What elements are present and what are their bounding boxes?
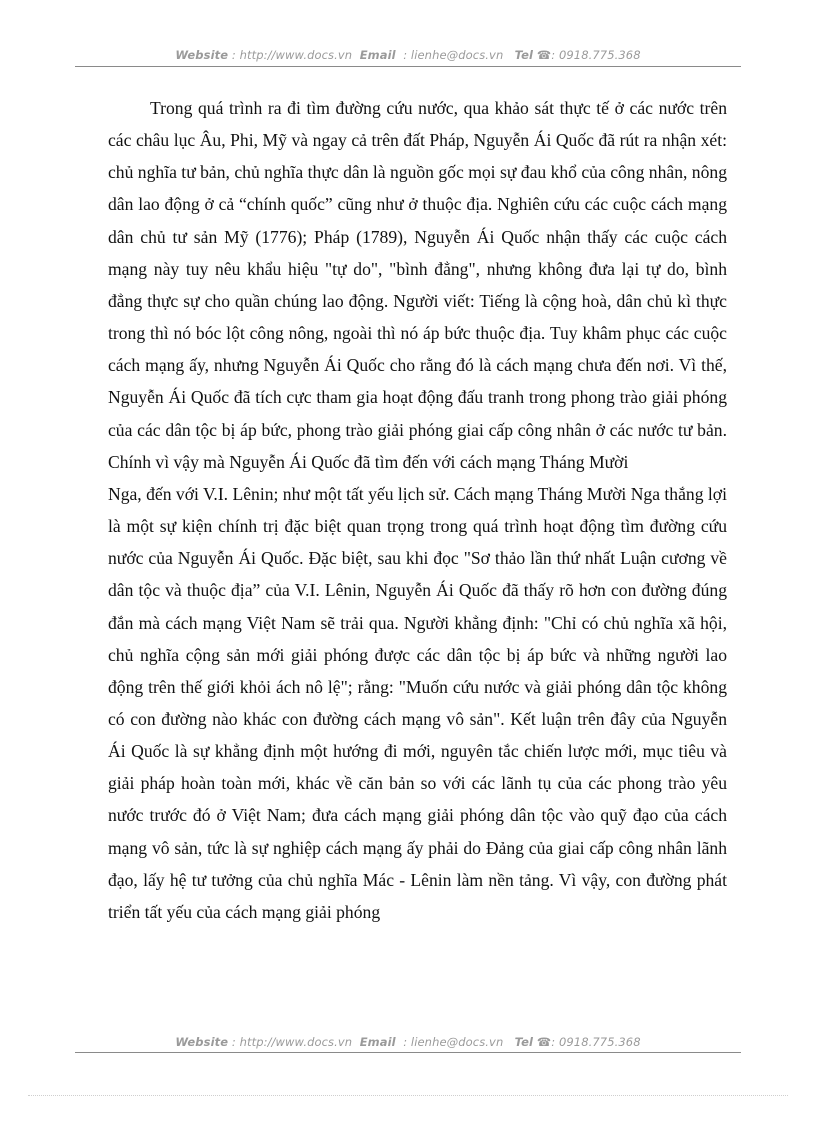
header-tel-value: : 0918.775.368 xyxy=(551,48,641,62)
page-header xyxy=(75,48,741,62)
footer-email-label: Email xyxy=(359,1035,396,1049)
header-email-label: Email xyxy=(359,48,396,62)
paragraph-1: Trong quá trình ra đi tìm đường cứu nước, qua khảo sát thực tế ở các nước trên các châu lục Âu, Phi, Mỹ và ngay cả trên đất Pháp, Nguyễn Ái Quốc đã rút ra nhận xét: chủ nghĩa tư bản, chủ nghĩa thực dân là nguồn gốc mọi sự đau khổ của công nhân, nông dân lao động ở cả “chính quốc” cũng như ở thuộc địa. Nghiên cứu các cuộc cách mạng dân chủ tư sản Mỹ (1776); Pháp (1789), Nguyễn Ái Quốc nhận thấy các cuộc cách mạng này tuy nêu khẩu hiệu "tự do", "bình đẳng", nhưng không đưa lại tự do, bình đẳng thực sự cho quần chúng lao động. Người viết: Tiếng là cộng hoà, dân chủ kì thực trong thì nó bóc lột công nông, ngoài thì nó áp bức thuộc địa. Tuy khâm phục các cuộc cách mạng ấy, nhưng Nguyễn Ái Quốc cho rằng đó là cách mạng chưa đến nơi. Vì thế, Nguyễn Ái Quốc đã tích cực tham gia hoạt động đấu tranh trong phong trào giải phóng của các dân tộc bị áp bức, phong trào giải phóng giai cấp công nhân ở các nước tư bản. Chính vì vậy mà Nguyễn Ái Quốc đã tìm đến với cách mạng Tháng Mười xyxy=(108,98,727,472)
phone-icon: ☎ xyxy=(536,1035,552,1049)
header-website-label: Website xyxy=(175,48,229,62)
header-email-value[interactable]: : lienhe@docs.vn xyxy=(403,48,504,62)
header-rule xyxy=(75,66,741,67)
footer-website-value[interactable]: : http://www.docs.vn xyxy=(231,1035,353,1049)
page-boundary xyxy=(28,1095,788,1096)
footer-tel-label: Tel xyxy=(514,1035,534,1049)
footer-tel-value: : 0918.775.368 xyxy=(551,1035,641,1049)
page-footer xyxy=(75,1035,741,1049)
header-website-value[interactable]: : http://www.docs.vn xyxy=(231,48,353,62)
document-body xyxy=(108,92,727,928)
paragraph-2: Nga, đến với V.I. Lênin; như một tất yếu lịch sử. Cách mạng Tháng Mười Nga thắng lợi là một sự kiện chính trị đặc biệt quan trọng trong quá trình hoạt động tìm đường cứu nước của Nguyễn Ái Quốc. Đặc biệt, sau khi đọc "Sơ thảo lần thứ nhất Luận cương về dân tộc và thuộc địa” của V.I. Lênin, Nguyễn Ái Quốc đã thấy rõ hơn con đường đúng đắn mà cách mạng Việt Nam sẽ trải qua. Người khẳng định: "Chỉ có chủ nghĩa xã hội, chủ nghĩa cộng sản mới giải phóng được các dân tộc bị áp bức và những người lao động trên thế giới khỏi ách nô lệ"; rằng: "Muốn cứu nước và giải phóng dân tộc không có con đường nào khác con đường cách mạng vô sản". Kết luận trên đây của Nguyễn Ái Quốc là sự khẳng định một hướng đi mới, nguyên tắc chiến lược mới, mục tiêu và giải pháp hoàn toàn mới, khác về căn bản so với các lãnh tụ của các phong trào yêu nước trước đó ở Việt Nam; đưa cách mạng giải phóng dân tộc vào quỹ đạo của cách mạng vô sản, tức là sự nghiệp cách mạng ấy phải do Đảng của giai cấp công nhân lãnh đạo, lấy hệ tư tưởng của chủ nghĩa Mác - Lênin làm nền tảng. Vì vậy, con đường phát triển tất yếu của cách mạng giải phóng xyxy=(108,483,727,922)
phone-icon: ☎ xyxy=(536,48,552,62)
footer-rule xyxy=(75,1052,741,1053)
footer-email-value[interactable]: : lienhe@docs.vn xyxy=(403,1035,504,1049)
header-tel-label: Tel xyxy=(514,48,534,62)
footer-website-label: Website xyxy=(175,1035,229,1049)
